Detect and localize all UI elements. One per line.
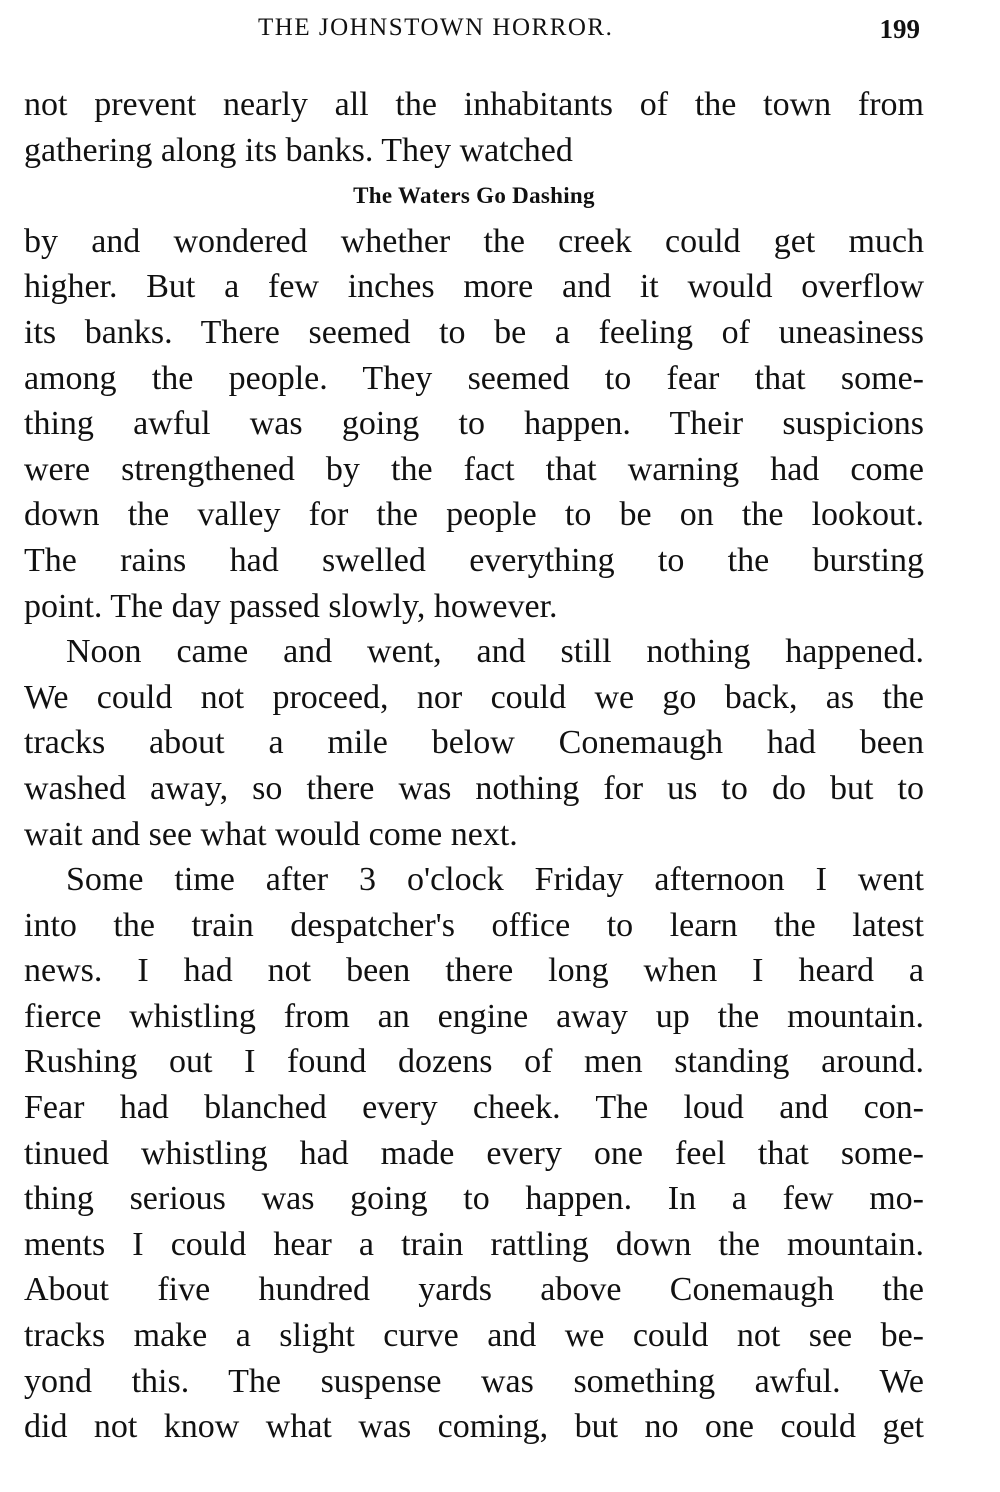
text-line: ments I could hear a train rattling down the mountain. — [24, 1225, 924, 1263]
text-line: yond this. The suspense was something awful. We — [24, 1362, 924, 1400]
page-number: 199 — [879, 14, 920, 44]
running-head-title: THE JOHNSTOWN HORROR. — [258, 14, 614, 41]
text-line: washed away, so there was nothing for us to do but to — [24, 769, 924, 807]
text-line: wait and see what would come next. — [24, 815, 518, 853]
text-line: The rains had swelled everything to the bursting — [24, 541, 924, 579]
text-line: its banks. There seemed to be a feeling of uneasiness — [24, 313, 924, 351]
text-line: tinued whistling had made every one feel that some- — [24, 1134, 924, 1172]
side-heading: The Waters Go Dashing — [353, 183, 595, 209]
text-line: news. I had not been there long when I heard a — [24, 952, 924, 990]
text-line: did not know what was coming, but no one could get — [24, 1408, 924, 1446]
text-line: Fear had blanched every cheek. The loud and con- — [24, 1089, 924, 1127]
text-line: among the people. They seemed to fear that some- — [24, 359, 924, 397]
running-header — [0, 12, 1000, 52]
text-line: were strengthened by the fact that warning had come — [24, 450, 924, 488]
text-line: down the valley for the people to be on the lookout. — [24, 496, 924, 534]
paragraph-start-line: Some time after 3 o'clock Friday afternoon I went — [66, 861, 924, 899]
text-line: point. The day passed slowly, however. — [24, 587, 558, 625]
text-line: gathering along its banks. They watched — [24, 131, 573, 169]
text-line: fierce whistling from an engine away up the mountain. — [24, 997, 924, 1035]
text-line: We could not proceed, nor could we go back, as the — [24, 678, 924, 716]
text-line: not prevent nearly all the inhabitants of the town from — [24, 86, 924, 123]
text-line: by and wondered whether the creek could get much — [24, 222, 924, 260]
text-line: tracks about a mile below Conemaugh had been — [24, 724, 924, 762]
text-line: higher. But a few inches more and it would overflow — [24, 268, 924, 306]
text-line: thing awful was going to happen. Their suspicions — [24, 405, 924, 443]
text-line: About five hundred yards above Conemaugh the — [24, 1271, 924, 1309]
text-line: Rushing out I found dozens of men standing around. — [24, 1043, 924, 1081]
text-line: tracks make a slight curve and we could not see be- — [24, 1317, 924, 1355]
paragraph-start-line: Noon came and went, and still nothing happened. — [66, 633, 924, 671]
text-line: thing serious was going to happen. In a few mo- — [24, 1180, 924, 1218]
body-text — [24, 82, 924, 1450]
text-line: into the train despatcher's office to learn the latest — [24, 906, 924, 944]
